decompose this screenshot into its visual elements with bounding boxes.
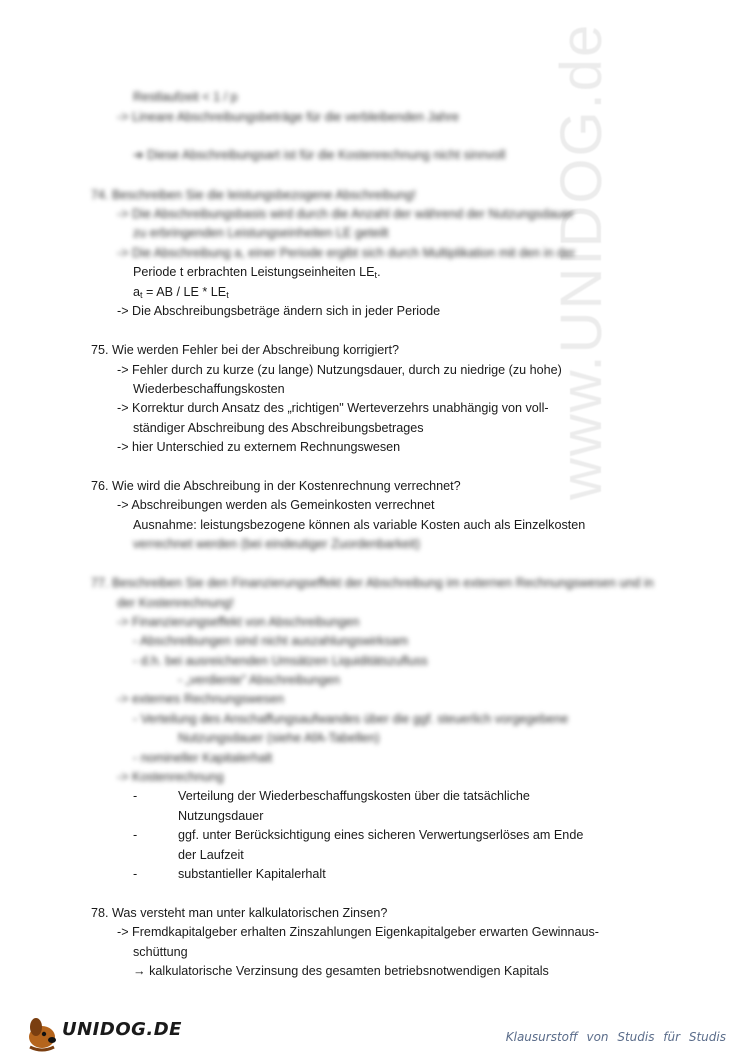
text-line: Verteilung der Wiederbeschaffungskosten über die tatsächliche (178, 789, 530, 803)
text-line: - „verdiente" Abschreibungen (178, 673, 340, 687)
text-line: substantieller Kapitalerhalt (178, 867, 326, 881)
text-line: -> Korrektur durch Ansatz des „richtigen" Werteverzehrs unabhängig von voll- (117, 401, 549, 415)
text-line: zu erbringenden Leistungseinheiten LE geteilt (133, 226, 389, 240)
bullet-dash: - (133, 828, 138, 842)
text-line: -> Lineare Abschreibungsbeträge für die verbleibenden Jahre (117, 110, 460, 124)
text-line: - d.h. bei ausreichenden Umsätzen Liquiditätszufluss (133, 654, 428, 668)
text-line: der Kostenrechnung! (117, 596, 234, 610)
text-line: ständiger Abschreibung des Abschreibungsbetrages (133, 421, 424, 435)
text-line: ➔ Diese Abschreibungsart ist für die Kostenrechnung nicht sinnvoll (133, 148, 506, 162)
question-77: 77. Beschreiben Sie den Finanzierungseffekt der Abschreibung im externen Rechnungswesen und in (91, 576, 654, 590)
text-line: Nutzungsdauer (siehe AfA-Tabellen) (178, 731, 380, 745)
text-line: Restlaufzeit < 1 / p (133, 90, 238, 104)
question-74: 74. Beschreiben Sie die leistungsbezogene Abschreibung! (91, 188, 416, 202)
question-76: 76. Wie wird die Abschreibung in der Kostenrechnung verrechnet? (91, 479, 461, 493)
text-line: -> Fremdkapitalgeber erhalten Zinszahlungen Eigenkapitalgeber erwarten Gewinnaus- (117, 925, 599, 939)
text-line: -> Die Abschreibung a, einer Periode ergibt sich durch Multiplikation mit den in der (117, 246, 576, 260)
question-78: 78. Was versteht man unter kalkulatorischen Zinsen? (91, 906, 388, 920)
text-line: Wiederbeschaffungskosten (133, 382, 285, 396)
text-line: -> Finanzierungseffekt von Abschreibungen (117, 615, 360, 629)
text-line: - nomineller Kapitalerhalt (133, 751, 273, 765)
text-line: -> Die Abschreibungsbasis wird durch die Anzahl der während der Nutzungsdauer (117, 207, 574, 221)
text-line: -> hier Unterschied zu externem Rechnungswesen (117, 440, 401, 454)
question-75: 75. Wie werden Fehler bei der Abschreibung korrigiert? (91, 343, 400, 357)
text-line: verrechnet werden (bei eindeutiger Zuordenbarkeit) (133, 537, 421, 551)
watermark-text: www.UNIDOG.de (549, 22, 614, 500)
text-line: -> Fehler durch zu kurze (zu lange) Nutzungsdauer, durch zu niedrige (zu hohe) (117, 363, 562, 377)
text-line: → kalkulatorische Verzinsung des gesamten betriebsnotwendigen Kapitals (133, 964, 549, 978)
text-line: Nutzungsdauer (178, 809, 264, 823)
formula-line: $a_t$ = AB / LE * $LE_t$ (133, 285, 229, 300)
bullet-dash: - (133, 789, 138, 803)
text-line: schüttung (133, 945, 188, 959)
text-line: der Laufzeit (178, 848, 244, 862)
text-line: -> Abschreibungen werden als Gemeinkosten verrechnet (117, 498, 435, 512)
text-line: ggf. unter Berücksichtigung eines sicheren Verwertungserlöses am Ende (178, 828, 584, 842)
text-line: - Verteilung des Anschaffungsaufwandes über die ggf. steuerlich vorgegebene (133, 712, 569, 726)
text-line: Periode t erbrachten Leistungseinheiten $LE_t$. (133, 265, 381, 280)
text-line: -> externes Rechnungswesen (117, 692, 284, 706)
text-line: -> Die Abschreibungsbeträge ändern sich in jeder Periode (117, 304, 441, 318)
text-line: -> Kostenrechnung (117, 770, 224, 784)
text-line: - Abschreibungen sind nicht auszahlungswirksam (133, 634, 409, 648)
logo-text: UNIDOG.DE (62, 1019, 182, 1040)
footer-slogan: Klausurstoff von Studis für Studis (505, 1030, 726, 1044)
text-line: Ausnahme: leistungsbezogene können als variable Kosten auch als Einzelkosten (133, 518, 586, 532)
bullet-dash: - (133, 867, 138, 881)
